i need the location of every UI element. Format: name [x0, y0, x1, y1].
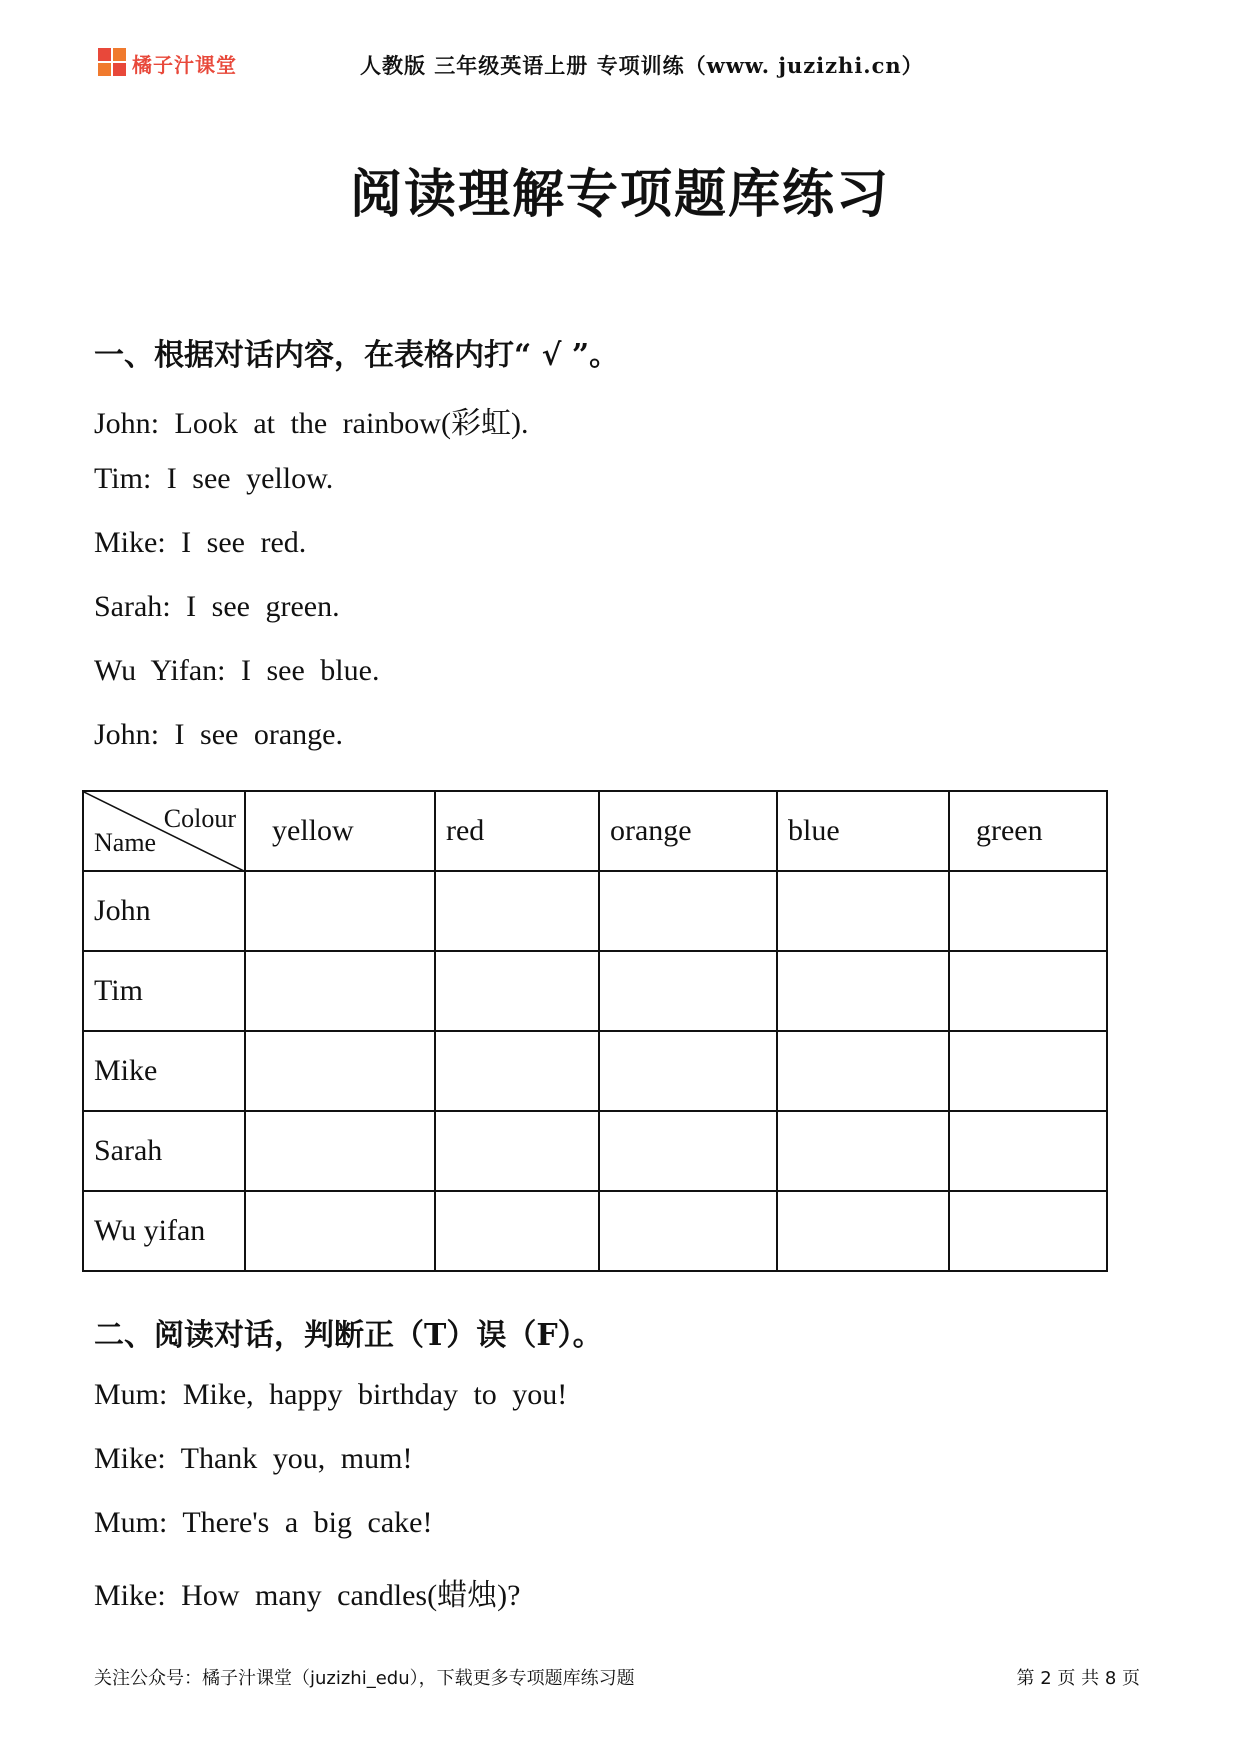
answer-cell[interactable]: [777, 951, 949, 1031]
corner-colour-label: Colour: [163, 804, 236, 833]
table-row: [83, 1191, 1107, 1271]
corner-name-label: Name: [94, 828, 157, 857]
answer-cell[interactable]: [777, 1111, 949, 1191]
utterance: Thank you, mum!: [180, 1442, 413, 1475]
section1-heading: 一、根据对话内容，在表格内打“ √ ”。: [94, 338, 620, 373]
answer-cell[interactable]: [599, 1191, 777, 1271]
answer-cell[interactable]: [435, 1031, 599, 1111]
answer-table: [82, 790, 1108, 1272]
answer-cell[interactable]: [435, 951, 599, 1031]
column-header: orange: [599, 791, 777, 871]
row-label: John: [83, 871, 245, 951]
speaker: Tim: [94, 462, 143, 495]
dialogue-line: [94, 1378, 567, 1412]
dialogue-line: [94, 1442, 412, 1476]
logo-text: 橘子汁课堂: [132, 52, 237, 77]
speaker: John: [94, 407, 151, 440]
dialogue-line: [94, 462, 333, 496]
answer-cell[interactable]: [245, 871, 435, 951]
answer-cell[interactable]: [435, 1111, 599, 1191]
speaker: Mike: [94, 1579, 158, 1612]
row-label: Wu yifan: [83, 1191, 245, 1271]
answer-cell[interactable]: [245, 1031, 435, 1111]
answer-cell[interactable]: [599, 1031, 777, 1111]
answer-cell[interactable]: [599, 1111, 777, 1191]
answer-cell[interactable]: [599, 951, 777, 1031]
table-header-row: [83, 791, 1107, 871]
speaker: Wu Yifan: [94, 654, 218, 687]
logo: [98, 48, 237, 78]
row-label: Mike: [83, 1031, 245, 1111]
answer-cell[interactable]: [777, 871, 949, 951]
separator: :: [159, 1506, 168, 1539]
utterance: Look at the rainbow(彩虹).: [174, 407, 529, 440]
logo-icon: [98, 48, 128, 78]
dialogue-line: [94, 590, 340, 624]
header-title: 人教版 三年级英语上册 专项训练（www. juzizhi.cn）: [360, 53, 924, 78]
column-header: green: [949, 791, 1107, 871]
table-row: [83, 871, 1107, 951]
separator: :: [157, 526, 166, 559]
answer-cell[interactable]: [949, 1191, 1107, 1271]
utterance: I see green.: [186, 590, 340, 623]
section2-heading: 二、阅读对话，判断正（T）误（F）。: [94, 1318, 603, 1353]
separator: :: [142, 462, 152, 495]
dialogue-line: [94, 718, 343, 752]
separator: :: [150, 407, 160, 440]
dialogue-line: [94, 526, 306, 560]
row-label: Sarah: [83, 1111, 245, 1191]
answer-cell[interactable]: [245, 1191, 435, 1271]
answer-cell[interactable]: [949, 1031, 1107, 1111]
row-label: Tim: [83, 951, 245, 1031]
answer-cell[interactable]: [777, 1191, 949, 1271]
utterance: How many candles(蜡烛)?: [181, 1579, 521, 1612]
answer-cell[interactable]: [949, 1111, 1107, 1191]
column-header: yellow: [245, 791, 435, 871]
answer-cell[interactable]: [435, 1191, 599, 1271]
separator: :: [157, 1579, 166, 1612]
answer-cell[interactable]: [599, 871, 777, 951]
dialogue-line: [94, 1506, 432, 1540]
utterance: I see yellow.: [166, 462, 334, 495]
utterance: There's a big cake!: [182, 1506, 433, 1539]
page-title: 阅读理解专项题库练习: [349, 164, 890, 225]
utterance: I see orange.: [174, 718, 343, 751]
column-header: blue: [777, 791, 949, 871]
dialogue-line: [94, 1570, 520, 1614]
utterance: Mike, happy birthday to you!: [182, 1378, 568, 1411]
dialogue-line: [94, 398, 528, 442]
answer-cell[interactable]: [949, 871, 1107, 951]
table-row: [83, 1031, 1107, 1111]
separator: :: [217, 654, 226, 687]
dialogue-line: [94, 654, 379, 688]
column-header: red: [435, 791, 599, 871]
page-header: [98, 44, 1198, 84]
separator: :: [157, 1442, 166, 1475]
answer-cell[interactable]: [777, 1031, 949, 1111]
corner-cell: [83, 791, 245, 871]
speaker: Sarah: [94, 590, 163, 623]
speaker: Mum: [94, 1378, 160, 1411]
speaker: John: [94, 718, 151, 751]
separator: :: [159, 1378, 168, 1411]
table-row: [83, 951, 1107, 1031]
utterance: I see red.: [181, 526, 307, 559]
answer-cell[interactable]: [949, 951, 1107, 1031]
speaker: Mike: [94, 1442, 158, 1475]
answer-cell[interactable]: [435, 871, 599, 951]
answer-cell[interactable]: [245, 951, 435, 1031]
table-row: [83, 1111, 1107, 1191]
speaker: Mum: [94, 1506, 160, 1539]
footer-note: 关注公众号：橘子汁课堂（juzizhi_edu），下载更多专项题库练习题: [94, 1668, 635, 1689]
answer-cell[interactable]: [245, 1111, 435, 1191]
utterance: I see blue.: [241, 654, 380, 687]
page-number: 第 2 页 共 8 页: [1016, 1668, 1140, 1689]
speaker: Mike: [94, 526, 158, 559]
separator: :: [150, 718, 160, 751]
separator: :: [162, 590, 171, 623]
